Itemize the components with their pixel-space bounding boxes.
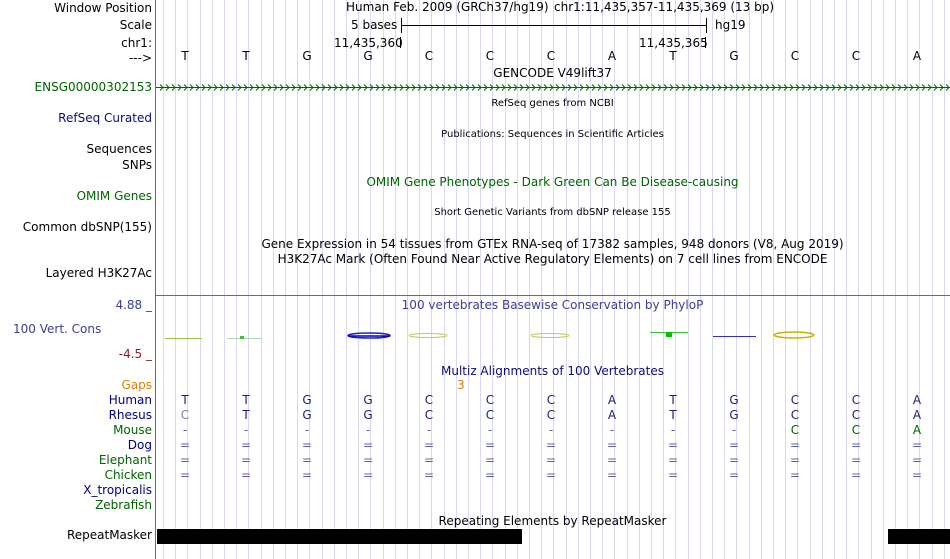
- species-label-elephant[interactable]: Elephant: [98, 453, 152, 467]
- assembly-code: hg19: [715, 18, 746, 32]
- aligned-base: =: [301, 468, 313, 482]
- aligned-base: =: [362, 453, 374, 467]
- phylop-max-label: 4.88 _: [115, 298, 152, 312]
- aligned-base: G: [363, 393, 373, 407]
- aligned-base: -: [487, 423, 493, 437]
- alignment-row: [0, 498, 950, 512]
- species-label-x_tropicalis[interactable]: X_tropicalis: [83, 483, 152, 497]
- omim-track-title[interactable]: OMIM Gene Phenotypes - Dark Green Can Be Disease-causing: [366, 175, 739, 189]
- aligned-base: =: [484, 468, 496, 482]
- aligned-base: -: [426, 423, 432, 437]
- aligned-base: A: [607, 393, 617, 407]
- repeat-block-left: [157, 529, 522, 544]
- gencode-track-title[interactable]: GENCODE V49lift37: [493, 66, 612, 80]
- aligned-base: =: [789, 468, 801, 482]
- aligned-base: C: [485, 393, 495, 407]
- assembly-title: Human Feb. 2009 (GRCh37/hg19): [346, 0, 549, 14]
- scale-value: 5 bases: [351, 18, 398, 32]
- gencode-gene-label[interactable]: ENSG00000302153: [34, 80, 152, 94]
- aligned-base: -: [243, 423, 249, 437]
- aligned-base: =: [728, 468, 740, 482]
- phylop-track-label[interactable]: 100 Vert. Cons: [13, 322, 102, 336]
- h3k27ac-track-title[interactable]: H3K27Ac Mark (Often Found Near Active Regulatory Elements) on 7 cell lines from ENCODE: [277, 252, 828, 266]
- aligned-base: -: [731, 423, 737, 437]
- refseq-track-label[interactable]: RefSeq Curated: [58, 111, 152, 125]
- phylop-min-label: -4.5 _: [118, 347, 152, 361]
- reference-base: A: [912, 49, 922, 63]
- gaps-label: Gaps: [121, 378, 152, 392]
- aligned-base: G: [729, 408, 739, 422]
- aligned-base: =: [240, 468, 252, 482]
- gtex-track-title[interactable]: Gene Expression in 54 tissues from GTEx RNA-seq of 17382 samples, 948 donors (V8, Aug 2019): [261, 237, 844, 251]
- strand-arrow-label: --->: [128, 51, 152, 65]
- aligned-base: =: [545, 453, 557, 467]
- reference-base: A: [607, 49, 617, 63]
- species-label-chicken[interactable]: Chicken: [104, 468, 152, 482]
- aligned-base: =: [667, 468, 679, 482]
- aligned-base: =: [606, 453, 618, 467]
- repeatmasker-track-title[interactable]: Repeating Elements by RepeatMasker: [438, 514, 667, 528]
- aligned-base: -: [670, 423, 676, 437]
- aligned-base: =: [667, 453, 679, 467]
- alignment-row: [0, 438, 950, 452]
- aligned-base: C: [485, 408, 495, 422]
- aligned-base: =: [850, 438, 862, 452]
- aligned-base: C: [424, 408, 434, 422]
- aligned-base: T: [242, 393, 250, 407]
- species-label-dog[interactable]: Dog: [127, 438, 152, 452]
- reference-base: C: [546, 49, 556, 63]
- alignment-row: [0, 453, 950, 467]
- aligned-base: C: [180, 408, 190, 422]
- reference-base: G: [729, 49, 739, 63]
- aligned-base: =: [179, 438, 191, 452]
- aligned-base: =: [423, 468, 435, 482]
- reference-base: C: [790, 49, 800, 63]
- aligned-base: C: [851, 423, 861, 437]
- aligned-base: =: [362, 438, 374, 452]
- species-label-rhesus[interactable]: Rhesus: [108, 408, 152, 422]
- coord-label-2: 11,435,365: [639, 36, 708, 50]
- reference-base: T: [181, 49, 189, 63]
- aligned-base: =: [850, 453, 862, 467]
- aligned-base: =: [484, 438, 496, 452]
- reference-base: C: [851, 49, 861, 63]
- reference-base: T: [242, 49, 250, 63]
- reference-base: G: [363, 49, 373, 63]
- aligned-base: G: [363, 408, 373, 422]
- aligned-base: =: [606, 438, 618, 452]
- publications-track-title[interactable]: Publications: Sequences in Scientific Articles: [441, 129, 664, 140]
- reference-base: C: [485, 49, 495, 63]
- species-label-zebrafish[interactable]: Zebrafish: [95, 498, 152, 512]
- aligned-base: =: [789, 438, 801, 452]
- aligned-base: C: [424, 393, 434, 407]
- reference-base: C: [424, 49, 434, 63]
- aligned-base: A: [607, 408, 617, 422]
- aligned-base: A: [912, 408, 922, 422]
- aligned-base: =: [728, 438, 740, 452]
- aligned-base: =: [789, 453, 801, 467]
- position-range: chr1:11,435,357-11,435,369 (13 bp): [554, 0, 775, 14]
- aligned-base: =: [911, 453, 923, 467]
- aligned-base: -: [182, 423, 188, 437]
- repeatmasker-track-label[interactable]: RepeatMasker: [66, 528, 152, 542]
- dbsnp-track-label[interactable]: Common dbSNP(155): [22, 220, 152, 234]
- reference-bases-row: [0, 49, 950, 63]
- omim-track-label[interactable]: OMIM Genes: [76, 189, 152, 203]
- gap-count: 3: [457, 378, 465, 392]
- aligned-base: G: [302, 408, 312, 422]
- aligned-base: =: [240, 438, 252, 452]
- aligned-base: =: [545, 468, 557, 482]
- aligned-base: T: [181, 393, 189, 407]
- aligned-base: T: [669, 408, 677, 422]
- multiz-track-title[interactable]: Multiz Alignments of 100 Vertebrates: [440, 364, 665, 378]
- aligned-base: =: [179, 468, 191, 482]
- aligned-base: =: [545, 438, 557, 452]
- repeat-block-right: [888, 529, 950, 544]
- aligned-base: T: [242, 408, 250, 422]
- aligned-base: =: [423, 438, 435, 452]
- phylop-track-title[interactable]: 100 vertebrates Basewise Conservation by PhyloP: [401, 298, 704, 312]
- aligned-base: G: [729, 393, 739, 407]
- aligned-base: C: [851, 408, 861, 422]
- aligned-base: =: [301, 453, 313, 467]
- aligned-base: =: [423, 453, 435, 467]
- reference-base: G: [302, 49, 312, 63]
- scale-label: Scale: [119, 18, 152, 32]
- aligned-base: =: [911, 468, 923, 482]
- aligned-base: T: [669, 393, 677, 407]
- aligned-base: -: [304, 423, 310, 437]
- aligned-base: =: [301, 438, 313, 452]
- aligned-base: C: [790, 393, 800, 407]
- alignment-row: [0, 393, 950, 407]
- alignment-row: [0, 483, 950, 497]
- aligned-base: -: [365, 423, 371, 437]
- aligned-base: C: [851, 393, 861, 407]
- aligned-base: =: [179, 453, 191, 467]
- reference-base: T: [669, 49, 677, 63]
- aligned-base: =: [728, 453, 740, 467]
- alignment-row: [0, 423, 950, 437]
- aligned-base: G: [302, 393, 312, 407]
- aligned-base: =: [911, 438, 923, 452]
- aligned-base: C: [790, 408, 800, 422]
- aligned-base: A: [912, 393, 922, 407]
- h3k27ac-track-label[interactable]: Layered H3K27Ac: [45, 266, 152, 280]
- coord-label-1: 11,435,360: [334, 36, 403, 50]
- alignment-row: [0, 408, 950, 422]
- sequences-track-label[interactable]: Sequences: [86, 142, 152, 156]
- aligned-base: =: [667, 438, 679, 452]
- aligned-base: C: [546, 393, 556, 407]
- window-position-label: Window Position: [54, 1, 152, 15]
- phylop-glyphs: [165, 332, 814, 339]
- aligned-base: =: [240, 453, 252, 467]
- alignment-row: [0, 468, 950, 482]
- aligned-base: A: [912, 423, 922, 437]
- snps-track-label[interactable]: SNPs: [122, 158, 152, 172]
- aligned-base: C: [546, 408, 556, 422]
- species-label-mouse[interactable]: Mouse: [113, 423, 152, 437]
- aligned-base: -: [609, 423, 615, 437]
- aligned-base: C: [790, 423, 800, 437]
- aligned-base: =: [606, 468, 618, 482]
- aligned-base: -: [548, 423, 554, 437]
- aligned-base: =: [850, 468, 862, 482]
- refseq-track-title[interactable]: RefSeq genes from NCBI: [491, 98, 614, 109]
- chrom-label: chr1:: [121, 36, 152, 50]
- species-label-human[interactable]: Human: [108, 393, 152, 407]
- aligned-base: =: [362, 468, 374, 482]
- aligned-base: =: [484, 453, 496, 467]
- dbsnp-track-title[interactable]: Short Genetic Variants from dbSNP release 155: [434, 207, 671, 218]
